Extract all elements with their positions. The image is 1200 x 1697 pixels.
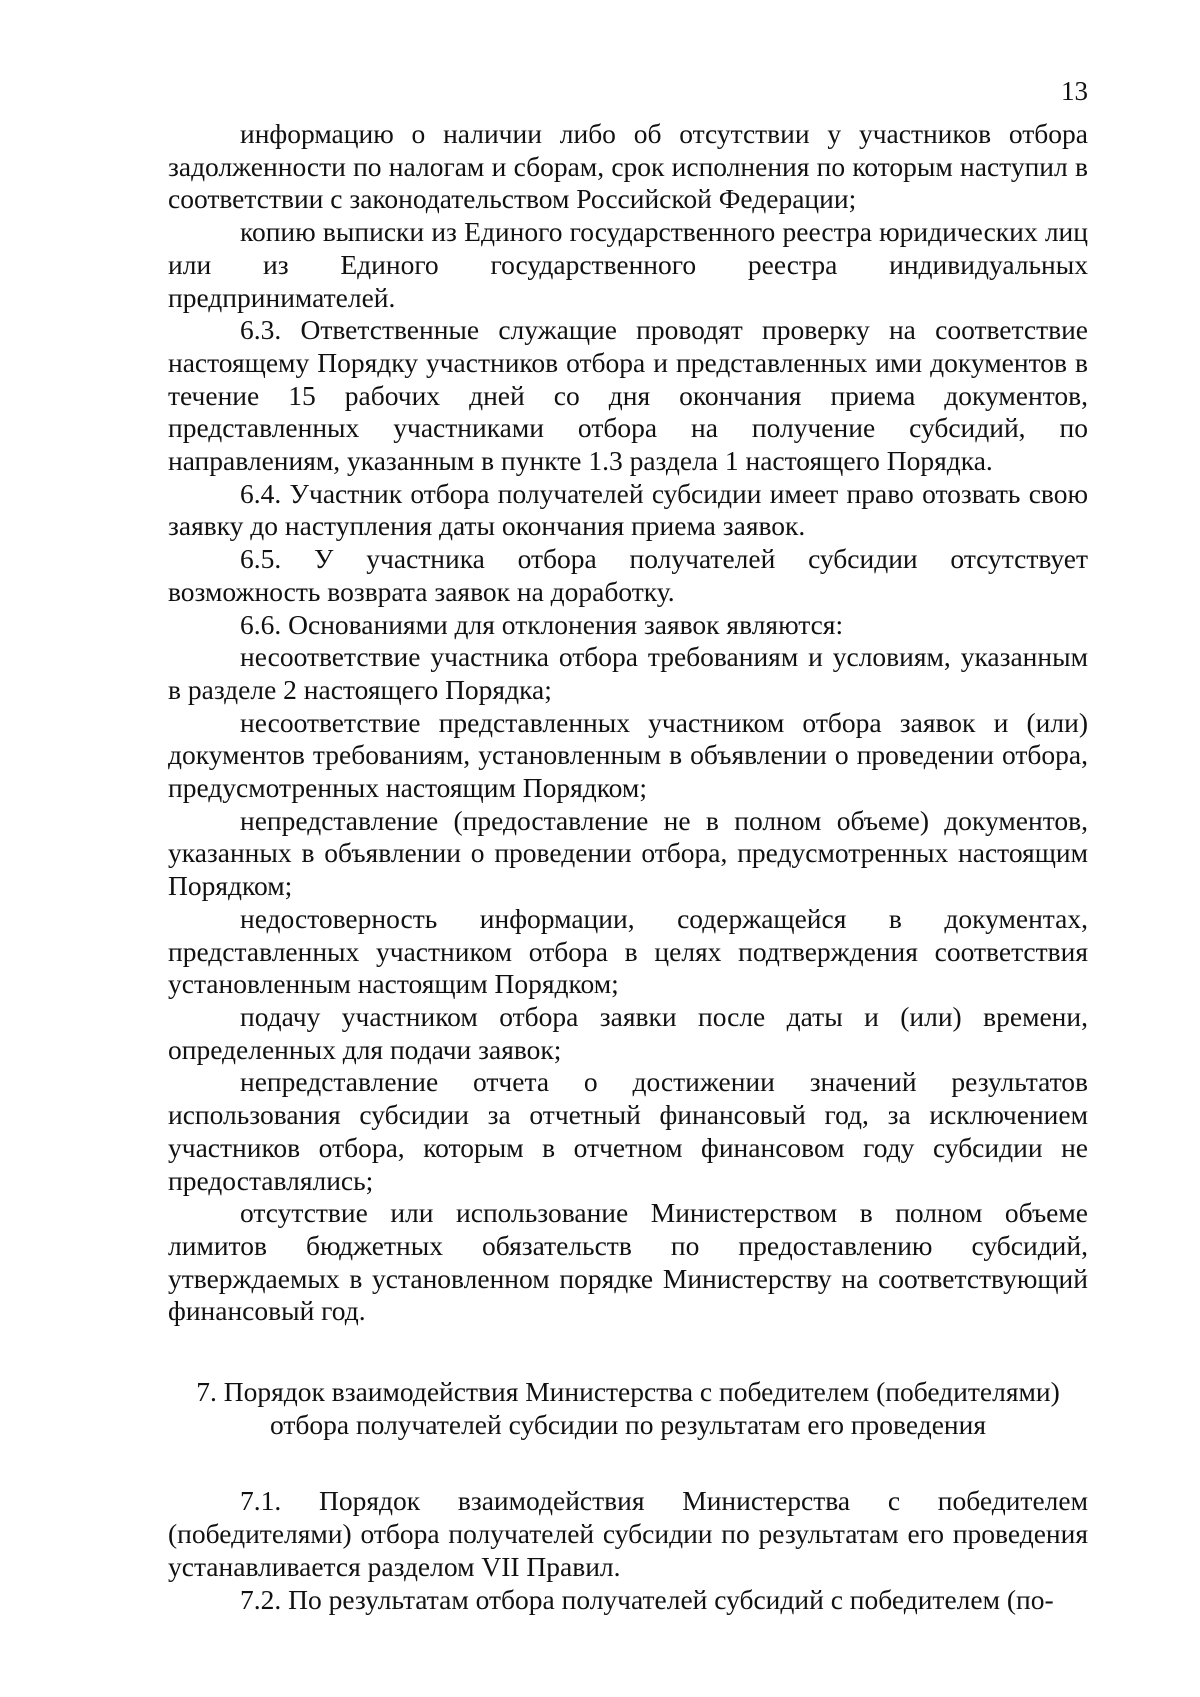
- section-7-heading-line-1: 7. Порядок взаимодействия Министерства с победителем (победителями): [196, 1376, 1060, 1408]
- section-7-heading-line-2: отбора получателей субсидии по результатам его проведения: [269, 1408, 987, 1440]
- rejection-ground-noncompliance: несоответствие участника отбора требованиям и условиям, указанным в разделе 2 настоящего Порядка;: [168, 641, 1088, 705]
- paragraph-registry-extract: копию выписки из Единого государственного реестра юридических лиц или из Единого государственного реестра индивидуальных предпринимателей.: [168, 216, 1088, 313]
- paragraph-6-5: 6.5. У участника отбора получателей субсидии отсутствует возможность возврата заявок на доработку.: [168, 543, 1088, 607]
- section-7-heading: [168, 1376, 1088, 1441]
- paragraph-7-2: 7.2. По результатам отбора получателей субсидий с победителем (по-: [240, 1583, 1054, 1615]
- paragraph-6-3: 6.3. Ответственные служащие проводят проверку на соответствие настоящему Порядку участников отбора и представленных ими документов в течение 15 рабочих дней со дня окончания приема документов, представленных участниками отбора на получение субсидий, по направлениям, указанным в пункте 1.3 раздела 1 настоящего Порядка.: [168, 314, 1088, 477]
- rejection-ground-budget-limits: отсутствие или использование Министерством в полном объеме лимитов бюджетных обязательств по предоставлению субсидий, утверждаемых в установленном порядке Министерству на соответствующий финансовый год.: [168, 1197, 1088, 1327]
- paragraph-6-4: 6.4. Участник отбора получателей субсидии имеет право отозвать свою заявку до наступления даты окончания приема заявок.: [168, 477, 1088, 542]
- rejection-ground-documents-mismatch: несоответствие представленных участником отбора заявок и (или) документов требованиям, установленным в объявлении о проведении отбора, предусмотренных настоящим Порядком;: [168, 706, 1088, 804]
- rejection-ground-late-submission: подачу участником отбора заявки после даты и (или) времени, определенных для подачи заявок;: [168, 1000, 1088, 1065]
- rejection-ground-missing-report: непредставление отчета о достижении значений результатов использования субсидии за отчетный финансовый год, за исключением участников отбора, которым в отчетном финансовом году субсидии не предоставлялись;: [168, 1066, 1088, 1196]
- paragraph-6-6: 6.6. Основаниями для отклонения заявок являются:: [240, 608, 844, 640]
- rejection-ground-unreliable-info: недостоверность информации, содержащейся в документах, представленных участником отбора в целях подтверждения соответствия установленным настоящим Порядком;: [168, 902, 1088, 1000]
- page-number: 13: [1061, 76, 1088, 106]
- paragraph-7-1: 7.1. Порядок взаимодействия Министерства с победителем (победителями) отбора получателей субсидии по результатам его проведения устанавливается разделом VII Правил.: [168, 1485, 1088, 1582]
- rejection-ground-incomplete-documents: непредставление (предоставление не в полном объеме) документов, указанных в объявлении о проведении отбора, предусмотренных настоящим Порядком;: [168, 804, 1088, 902]
- document-body: [168, 118, 1088, 1616]
- paragraph-tax-debt-info: информацию о наличии либо об отсутствии у участников отбора задолженности по налогам и сборам, срок исполнения по которым наступил в соответствии с законодательством Российской Федерации;: [168, 118, 1088, 215]
